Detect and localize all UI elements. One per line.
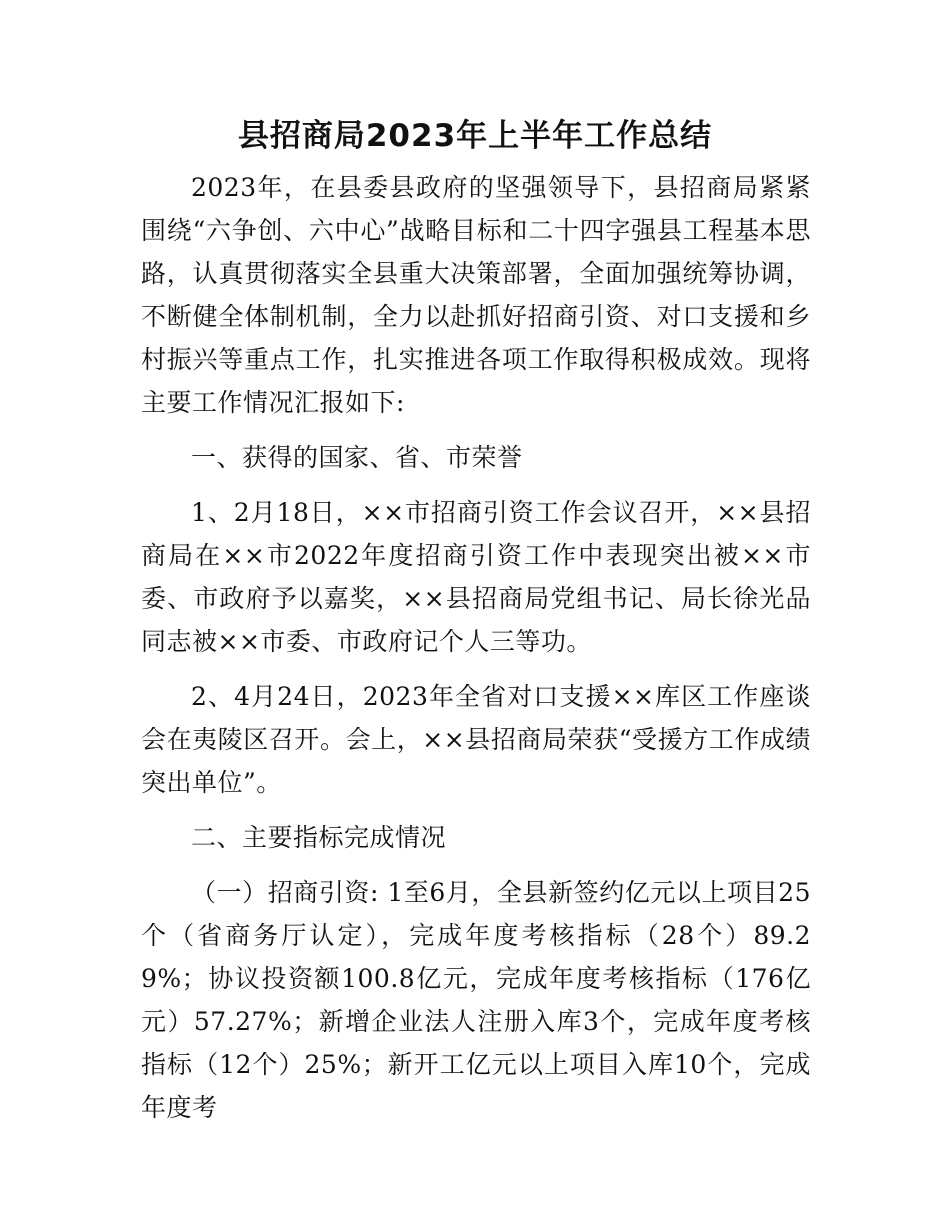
section-heading-indicators: 二、主要指标完成情况 [191, 823, 447, 852]
honor-item-1: 1、2月18日，××市招商引资工作会议召开，××县招商局在××市2022年度招商引资工作中表现突出被××市委、市政府予以嘉奖，××县招商局党组书记、局长徐光品同志被××市委、市政府记个人三等功。 [141, 498, 811, 656]
section-heading-honors: 一、获得的国家、省、市荣誉 [191, 443, 523, 472]
investment-paragraph: （一）招商引资: 1至6月，全县新签约亿元以上项目25个（省商务厅认定），完成年度考核指标（28个）89.29%；协议投资额100.8亿元，完成年度考核指标（176亿元）57.27%；新增企业法人注册入库3个，完成年度考核指标（12个）25%；新开工亿元以上项目入库10个，完成年度考 [141, 878, 811, 1122]
honor-item-2: 2、4月24日，2023年全省对口支援××库区工作座谈会在夷陵区召开。会上，××县招商局荣获“受援方工作成绩突出单位”。 [141, 682, 811, 797]
document-body [141, 166, 811, 1129]
intro-paragraph: 2023年，在县委县政府的坚强领导下，县招商局紧紧围绕“六争创、六中心”战略目标和二十四字强县工程基本思路，认真贯彻落实全县重大决策部署，全面加强统筹协调，不断健全体制机制，全力以赴抓好招商引资、对口支援和乡村振兴等重点工作，扎实推进各项工作取得积极成效。现将主要工作情况汇报如下: [141, 173, 811, 417]
document-title: 县招商局2023年上半年工作总结 [237, 118, 713, 154]
